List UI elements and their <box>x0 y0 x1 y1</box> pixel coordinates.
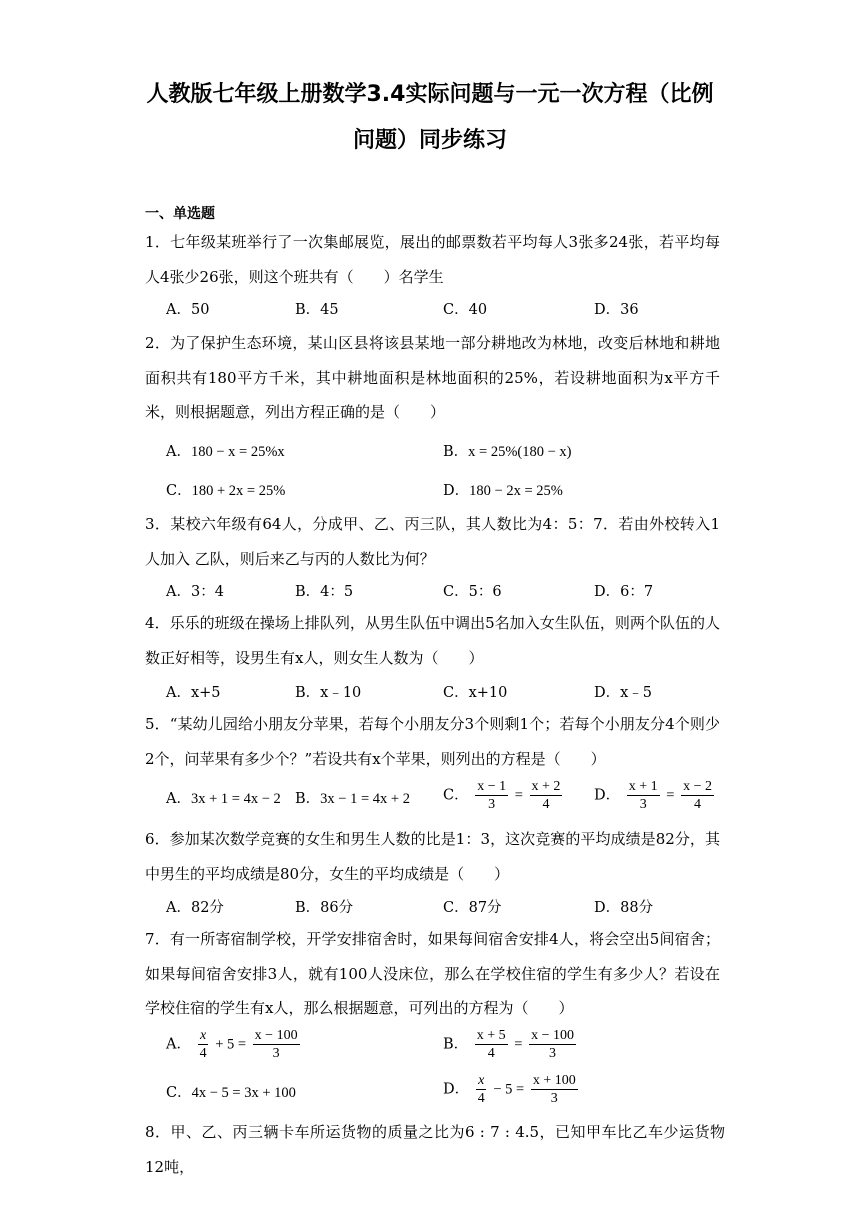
q7-a-fraction-left <box>198 1027 209 1062</box>
q7-option-a <box>166 1027 302 1062</box>
page-title <box>120 72 740 164</box>
q7-d-fraction-left <box>476 1072 487 1107</box>
q7-a-middle: + 5 = <box>215 1036 247 1053</box>
q7-option-c <box>166 1081 296 1102</box>
q6-option-c: C．87分 <box>443 900 502 916</box>
question-1-stem: 1．七年级某班举行了一次集邮展览，展出的邮票数若平均每人3张多24张，若平均每人4张少26张，则这个班共有（ ）名学生 <box>145 233 720 286</box>
question-3-stem: 3．某校六年级有64人，分成甲、乙、丙三队，其人数比为4：5：7．若由外校转入1人加入 乙队，则后来乙与丙的人数比为何？ <box>145 515 720 568</box>
q7-option-c-expr: 4x − 5 = 3x + 100 <box>191 1085 296 1101</box>
q1-option-d: D．36 <box>594 302 639 318</box>
q2-option-a-label: A． <box>166 444 191 460</box>
q7-a-num-left: x <box>199 1028 207 1043</box>
q5-c-fraction-left <box>475 778 508 813</box>
q5-c-num-right: x + 2 <box>531 779 561 794</box>
q5-d-den-left: 3 <box>639 797 647 812</box>
q5-option-d <box>594 778 716 813</box>
q5-c-den-right: 4 <box>542 797 550 812</box>
q2-option-d-label: D． <box>443 483 470 499</box>
q7-option-b-label: B． <box>443 1036 469 1053</box>
q7-option-a-label: A． <box>166 1036 191 1053</box>
q5-d-den-right: 4 <box>694 797 702 812</box>
q7-option-d-label: D． <box>443 1081 470 1098</box>
q7-b-fraction-left <box>475 1027 508 1062</box>
q7-a-fraction-right <box>253 1027 300 1062</box>
q2-option-d-expr: 180 − 2x = 25% <box>469 483 563 499</box>
q5-option-a <box>166 787 281 808</box>
q7-b-fraction-right <box>529 1027 576 1062</box>
q4-option-c: C．x+10 <box>443 685 508 701</box>
q5-option-b <box>295 787 410 808</box>
q6-option-a: A．82分 <box>166 900 224 916</box>
q7-d-num-left: x <box>478 1073 485 1088</box>
q5-option-b-label: B． <box>295 791 321 807</box>
q5-option-c <box>443 778 564 813</box>
q5-c-num-left: x − 1 <box>477 779 507 794</box>
q2-option-b-expr: x = 25%(180 − x) <box>468 444 572 460</box>
q7-a-num-right: x − 100 <box>254 1028 298 1043</box>
title-line-1: 人教版七年级上册数学3.4实际问题与一元一次方程（比例 <box>146 82 714 107</box>
q5-d-num-right: x − 2 <box>683 779 712 794</box>
q2-option-b <box>443 440 572 461</box>
q5-d-num-left: x + 1 <box>628 779 658 794</box>
q7-b-middle: = <box>514 1036 523 1053</box>
q2-option-c-label: C． <box>166 483 192 499</box>
question-7-stem: 7．有一所寄宿制学校，开学安排宿舍时，如果每间宿舍安排4人，将会空出5间宿舍；如果每间宿舍安排3人，就有100人没床位，那么在学校住宿的学生有多少人？若设在学校住宿的学生有x人，那么根据题意，可列出的方程为（ ） <box>145 930 720 1017</box>
question-4-stem: 4．乐乐的班级在操场上排队列，从男生队伍中调出5名加入女生队伍，则两个队伍的人数正好相等，设男生有x人，则女生人数为（ ） <box>145 614 720 667</box>
q1-option-b: B．45 <box>295 302 339 318</box>
q7-option-d <box>443 1072 580 1107</box>
q5-d-fraction-right <box>681 778 714 813</box>
q2-option-c <box>166 479 285 500</box>
q7-b-num-right: x − 100 <box>531 1028 574 1043</box>
q5-option-a-label: A． <box>166 791 191 807</box>
q5-option-a-expr: 3x + 1 = 4x − 2 <box>190 791 281 807</box>
q2-option-a-expr: 180 − x = 25%x <box>190 444 285 460</box>
q7-a-den-left: 4 <box>199 1046 207 1061</box>
q5-option-d-label: D． <box>594 787 621 804</box>
q4-option-d: D．x﹣5 <box>594 685 653 701</box>
q1-option-c: C．40 <box>443 302 488 318</box>
q3-option-b: B．4：5 <box>295 584 354 600</box>
q7-b-den-right: 3 <box>549 1046 557 1061</box>
q5-c-fraction-right <box>530 778 563 813</box>
q7-b-den-left: 4 <box>487 1046 495 1061</box>
q5-c-equals: = <box>514 787 523 804</box>
question-6-stem: 6．参加某次数学竞赛的女生和男生人数的比是1：3，这次竞赛的平均成绩是82分，其中男生的平均成绩是80分，女生的平均成绩是（ ） <box>145 830 720 883</box>
q5-d-fraction-left <box>627 778 660 813</box>
q2-option-d <box>443 479 563 500</box>
question-8-stem: 8．甲、乙、丙三辆卡车所运货物的质量之比为6 : 7 : 4.5，已知甲车比乙车少运货物12吨， <box>145 1123 725 1176</box>
question-2-stem: 2．为了保护生态环境，某山区县将该县某地一部分耕地改为林地，改变后林地和耕地面积共有180平方千米，其中耕地面积是林地面积的25%，若设耕地面积为x平方千米，则根据题意，列出方程正确的是（ ） <box>145 334 720 421</box>
question-5-stem: 5．“某幼儿园给小朋友分苹果，若每个小朋友分3个则剩1个；若每个小朋友分4个则少2个，问苹果有多少个？”若设共有x个苹果，则列出的方程是（ ） <box>145 715 720 768</box>
q2-option-c-expr: 180 + 2x = 25% <box>191 483 286 499</box>
q7-option-c-label: C． <box>166 1085 192 1101</box>
q7-d-den-right: 3 <box>550 1091 558 1106</box>
q2-option-b-label: B． <box>443 444 469 460</box>
q6-option-d: D．88分 <box>594 900 654 916</box>
q7-d-den-left: 4 <box>477 1091 485 1106</box>
section-heading: 一、单选题 <box>145 206 215 222</box>
q5-option-b-expr: 3x − 1 = 4x + 2 <box>320 791 410 807</box>
q3-option-d: D．6：7 <box>594 584 654 600</box>
q2-option-a <box>166 440 285 461</box>
q3-option-a: A．3：4 <box>166 584 224 600</box>
q1-option-a: A．50 <box>166 302 210 318</box>
q7-b-num-left: x + 5 <box>476 1028 506 1043</box>
q6-option-b: B．86分 <box>295 900 354 916</box>
q3-option-c: C．5：6 <box>443 584 502 600</box>
q7-a-den-right: 3 <box>272 1046 280 1061</box>
q5-c-den-left: 3 <box>488 797 496 812</box>
q7-d-middle: − 5 = <box>493 1081 525 1098</box>
q5-option-c-label: C． <box>443 787 469 804</box>
q7-d-fraction-right <box>531 1072 578 1107</box>
q4-option-a: A．x+5 <box>166 685 221 701</box>
q7-option-b <box>443 1027 578 1062</box>
q4-option-b: B．x﹣10 <box>295 685 362 701</box>
title-line-2: 问题）同步练习 <box>352 128 507 153</box>
q7-d-num-right: x + 100 <box>532 1073 576 1088</box>
q5-d-equals: = <box>666 787 675 804</box>
